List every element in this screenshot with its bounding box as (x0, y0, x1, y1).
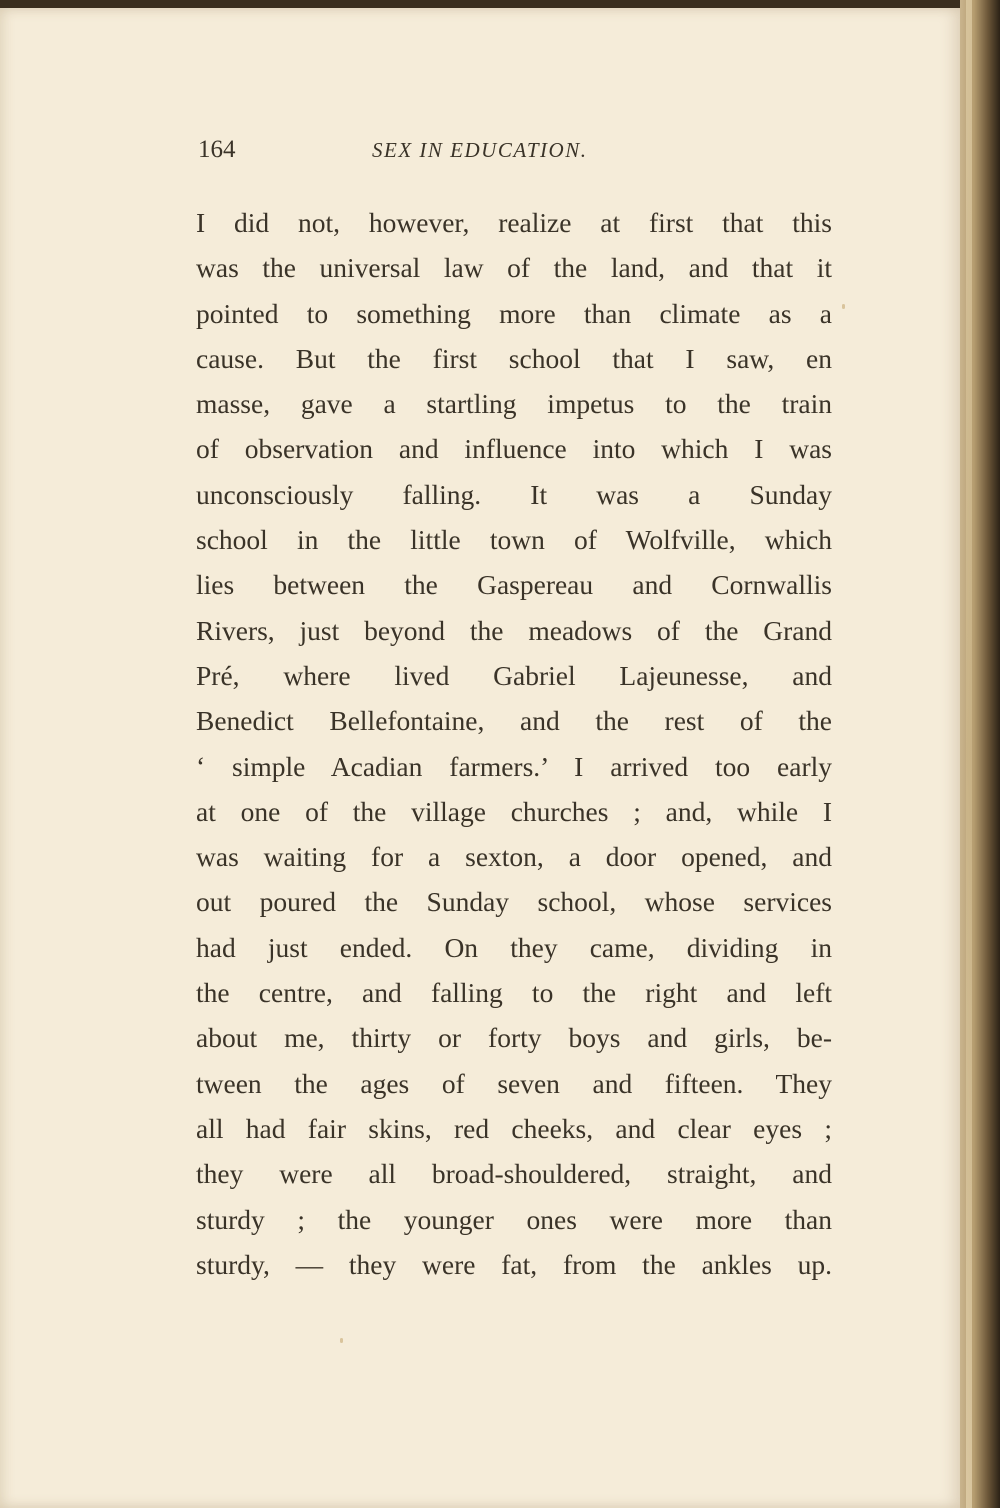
text-line: sturdy ; the younger ones were more than (196, 1203, 832, 1235)
paper-speck (842, 304, 845, 309)
text-line: lies between the Gaspereau and Cornwallis (196, 569, 832, 601)
text-line: unconsciously falling. It was a Sunday (196, 478, 832, 510)
text-line: Pré, where lived Gabriel Lajeunesse, and (196, 659, 832, 691)
text-line: ‘ simple Acadian farmers.’ I arrived too early (196, 750, 832, 782)
text-line: sturdy, — they were fat, from the ankles up. (196, 1248, 832, 1280)
text-line: about me, thirty or forty boys and girls, be- (196, 1022, 832, 1054)
text-line: I did not, however, realize at first that this (196, 207, 832, 238)
text-line: of observation and influence into which I was (196, 433, 832, 465)
text-line: pointed to something more than climate as a (196, 297, 832, 329)
text-line: tween the ages of seven and fifteen. They (196, 1067, 832, 1099)
text-line: cause. But the first school that I saw, en (196, 342, 832, 374)
page-edge-highlight (966, 0, 972, 1508)
book-page (0, 8, 960, 1508)
paper-speck (340, 1338, 343, 1343)
text-line: they were all broad-shouldered, straight, and (196, 1158, 832, 1190)
text-line: out poured the Sunday school, whose services (196, 886, 832, 918)
text-line: was waiting for a sexton, a door opened, and (196, 841, 832, 873)
text-line: all had fair skins, red cheeks, and clear eyes ; (196, 1112, 832, 1144)
text-line: the centre, and falling to the right and left (196, 977, 832, 1009)
running-head: SEX IN EDUCATION. (372, 138, 588, 162)
text-line: Rivers, just beyond the meadows of the Grand (196, 614, 832, 646)
text-line: Benedict Bellefontaine, and the rest of the (196, 705, 832, 737)
text-line: was the universal law of the land, and that it (196, 252, 832, 284)
text-line: at one of the village churches ; and, while I (196, 795, 832, 827)
page-header (198, 136, 838, 170)
text-line: masse, gave a startling impetus to the train (196, 388, 832, 420)
text-line: school in the little town of Wolfville, which (196, 524, 832, 556)
text-line: had just ended. On they came, dividing in (196, 931, 832, 963)
body-text (196, 200, 832, 1287)
page-number: 164 (198, 136, 236, 163)
